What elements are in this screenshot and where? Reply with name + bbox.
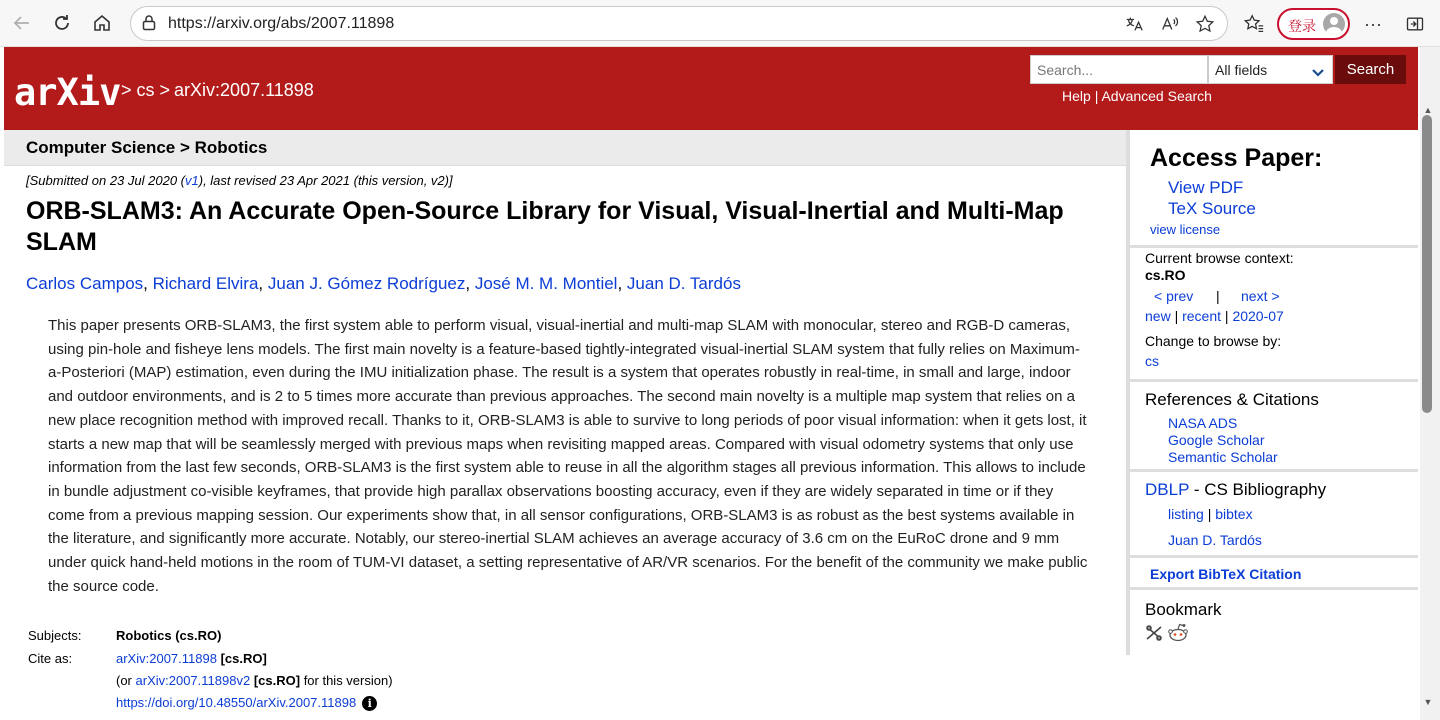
breadcrumb-cs[interactable]: > cs > [121, 80, 171, 100]
help-link[interactable]: Help [1062, 88, 1091, 104]
dateline-text-end: ), last revised 23 Apr 2021 (this version, v2)] [198, 173, 453, 188]
header-breadcrumb [121, 80, 318, 101]
address-bar[interactable] [130, 6, 1228, 41]
access-paper-box [1130, 130, 1418, 248]
prev-link[interactable]: < prev [1154, 288, 1194, 304]
dateline-text: [Submitted on 23 Jul 2020 ( [26, 173, 185, 188]
author-link[interactable]: José M. M. Montiel [474, 274, 618, 293]
help-links [1062, 88, 1212, 104]
cite-version-link[interactable]: arXiv:2007.11898v2 [135, 673, 251, 688]
paper-title: ORB-SLAM3: An Accurate Open-Source Library for Visual, Visual-Inertial and Multi-Map SLAM [26, 197, 1064, 256]
bibtex-link[interactable]: bibtex [1215, 506, 1253, 522]
url-text[interactable]: https://arxiv.org/abs/2007.11898 [168, 15, 395, 32]
main-content [4, 130, 1126, 720]
bookmark-heading: Bookmark [1145, 600, 1222, 619]
browse-context-value: cs.RO [1145, 267, 1186, 283]
dblp-links [1168, 506, 1253, 522]
more-menu-icon[interactable]: ··· [1364, 13, 1382, 34]
subjects-label: Subjects: [28, 628, 82, 643]
favorites-icon[interactable] [1242, 12, 1266, 36]
browse-cs-link[interactable]: cs [1145, 353, 1159, 369]
author-list: Carlos Campos, Richard Elvira, Juan J. Gómez Rodríguez, José M. M. Montiel, Juan D. Tardós [26, 274, 741, 293]
references-box [1130, 382, 1418, 472]
browse-links [1145, 308, 1284, 324]
nav-separator: | [1216, 288, 1220, 304]
version-v1-link[interactable]: v1 [185, 173, 199, 188]
page-scrollbar[interactable] [1420, 47, 1440, 720]
avatar-icon [1323, 13, 1345, 35]
recent-link[interactable]: recent [1182, 308, 1222, 324]
view-license-link[interactable]: view license [1150, 222, 1221, 237]
change-browse-label: Change to browse by: [1145, 333, 1282, 349]
cite-version-text: for this version) [303, 673, 393, 688]
author-link[interactable]: Juan J. Gómez Rodríguez [267, 274, 466, 293]
reload-icon[interactable] [48, 9, 76, 37]
search-field-select[interactable] [1208, 55, 1333, 84]
breadcrumb-paper-id: arXiv:2007.11898 [174, 80, 314, 100]
search-input[interactable]: Search... [1030, 55, 1208, 84]
browser-toolbar [0, 0, 1440, 47]
cite-id-link[interactable]: arXiv:2007.11898 [116, 651, 217, 666]
export-bibtex-link[interactable]: Export BibTeX Citation [1150, 566, 1302, 582]
author-link[interactable]: Juan D. Tardós [626, 274, 741, 293]
login-button[interactable] [1277, 8, 1350, 40]
export-bibtex-box [1130, 558, 1418, 590]
abstract-text: This paper presents ORB-SLAM3, the first system able to perform visual, visual-inertial and multi-map SLAM with monocular, stereo and RGB-D cameras, using pin-hole and fisheye lens models. The first main novelty is a feature-based tightly-integrated visual-inertial SLAM system that fully relies on Maximum-a-Posteriori (MAP) estimation, even during the IMU initialization phase. The result is a system that operates robustly in real-time, in small and large, indoor and outdoor environments, and is 2 to 5 times more accurate than previous approaches. The second main novelty is a multiple map system that relies on a new place recognition method with improved recall. Thanks to it, ORB-SLAM3 is able to survive to long periods of poor visual information: when it gets lost, it starts a new map that will be seamlessly merged with previous maps when revisiting mapped areas. Compared with visual odometry systems that only use information from the last few seconds, ORB-SLAM3 is the first system able to reuse in all the algorithm stages all previous information. This allows to include in bundle adjustment co-visible keyframes, that provide high parallax observations boosting accuracy, even if they are widely separated in time or if they come from a previous mapping session. Our experiments show that, in all sensor configurations, ORB-SLAM3 is as robust as the best systems available in the literature, and significantly more accurate. Notably, our stereo-inertial SLAM achieves an average accuracy of 3.6 cm on the EuRoC drone and 9 mm under quick hand-held motions in the room of TUM-VI dataset, a setting representative of AR/VR scenarios. For the benefit of the community we make public the source code. [48, 317, 1088, 595]
star-icon[interactable] [1194, 13, 1216, 35]
arxiv-logo[interactable]: arXiv [14, 71, 121, 114]
subjects-value: Robotics (cs.RO) [116, 628, 222, 643]
cite-label: Cite as: [28, 651, 73, 666]
translate-icon[interactable] [1123, 13, 1145, 35]
sidebar [1126, 130, 1418, 655]
dblp-author-link[interactable]: Juan D. Tardós [1168, 532, 1262, 548]
month-link[interactable]: 2020-07 [1232, 308, 1284, 324]
cite-or-text: (or [116, 673, 132, 688]
view-pdf-link[interactable]: View PDF [1168, 178, 1244, 197]
listing-link[interactable]: listing [1168, 506, 1204, 522]
bibsonomy-icon[interactable] [1145, 624, 1163, 642]
read-aloud-icon[interactable] [1159, 13, 1181, 35]
access-paper-heading: Access Paper: [1150, 144, 1323, 172]
dblp-link[interactable]: DBLP [1145, 480, 1190, 499]
browse-sep: | [1224, 308, 1229, 324]
browse-context-box [1130, 248, 1418, 382]
author-link[interactable]: Richard Elvira [152, 274, 259, 293]
info-icon[interactable]: i [362, 696, 377, 711]
dblp-heading [1145, 480, 1326, 500]
chevron-down-icon [1312, 65, 1324, 75]
sidebar-toggle-icon[interactable] [1403, 12, 1427, 36]
cite-version-tag: [cs.RO] [253, 673, 301, 688]
nasa-ads-link[interactable]: NASA ADS [1168, 415, 1238, 431]
author-link[interactable]: Carlos Campos [26, 274, 144, 293]
scroll-up-icon[interactable]: ▲ [1423, 105, 1433, 115]
lock-icon[interactable] [140, 14, 158, 32]
scrollbar-thumb[interactable] [1422, 115, 1432, 413]
dblp-box [1130, 472, 1418, 558]
dblp-sep: | [1207, 506, 1212, 522]
next-link[interactable]: next > [1241, 288, 1280, 304]
reddit-icon[interactable] [1167, 622, 1189, 642]
browse-sep: | [1174, 308, 1179, 324]
search-button[interactable]: Search [1335, 55, 1406, 84]
home-icon[interactable] [88, 9, 116, 37]
tex-source-link[interactable]: TeX Source [1168, 199, 1256, 218]
back-arrow-icon[interactable] [8, 9, 36, 37]
advanced-search-link[interactable]: Advanced Search [1101, 88, 1212, 104]
arxiv-header [4, 47, 1418, 130]
bookmark-box [1130, 590, 1418, 655]
submission-dateline [26, 173, 453, 188]
subject-breadcrumb: Computer Science > Robotics [26, 138, 268, 157]
subject-bar [4, 130, 1126, 166]
browse-context-label: Current browse context: [1145, 250, 1294, 266]
scroll-down-icon[interactable]: ▼ [1423, 697, 1433, 707]
google-scholar-link[interactable]: Google Scholar [1168, 432, 1265, 448]
new-link[interactable]: new [1145, 308, 1171, 324]
search-field-value: All fields [1215, 62, 1268, 78]
references-heading: References & Citations [1145, 390, 1319, 409]
doi-link[interactable]: https://doi.org/10.48550/arXiv.2007.11898 [116, 695, 357, 710]
dblp-heading-text: - CS Bibliography [1189, 480, 1327, 499]
semantic-scholar-link[interactable]: Semantic Scholar [1168, 449, 1278, 465]
login-label: 登录 [1288, 18, 1316, 34]
help-separator: | [1094, 88, 1099, 104]
cite-tag: [cs.RO] [220, 651, 267, 666]
